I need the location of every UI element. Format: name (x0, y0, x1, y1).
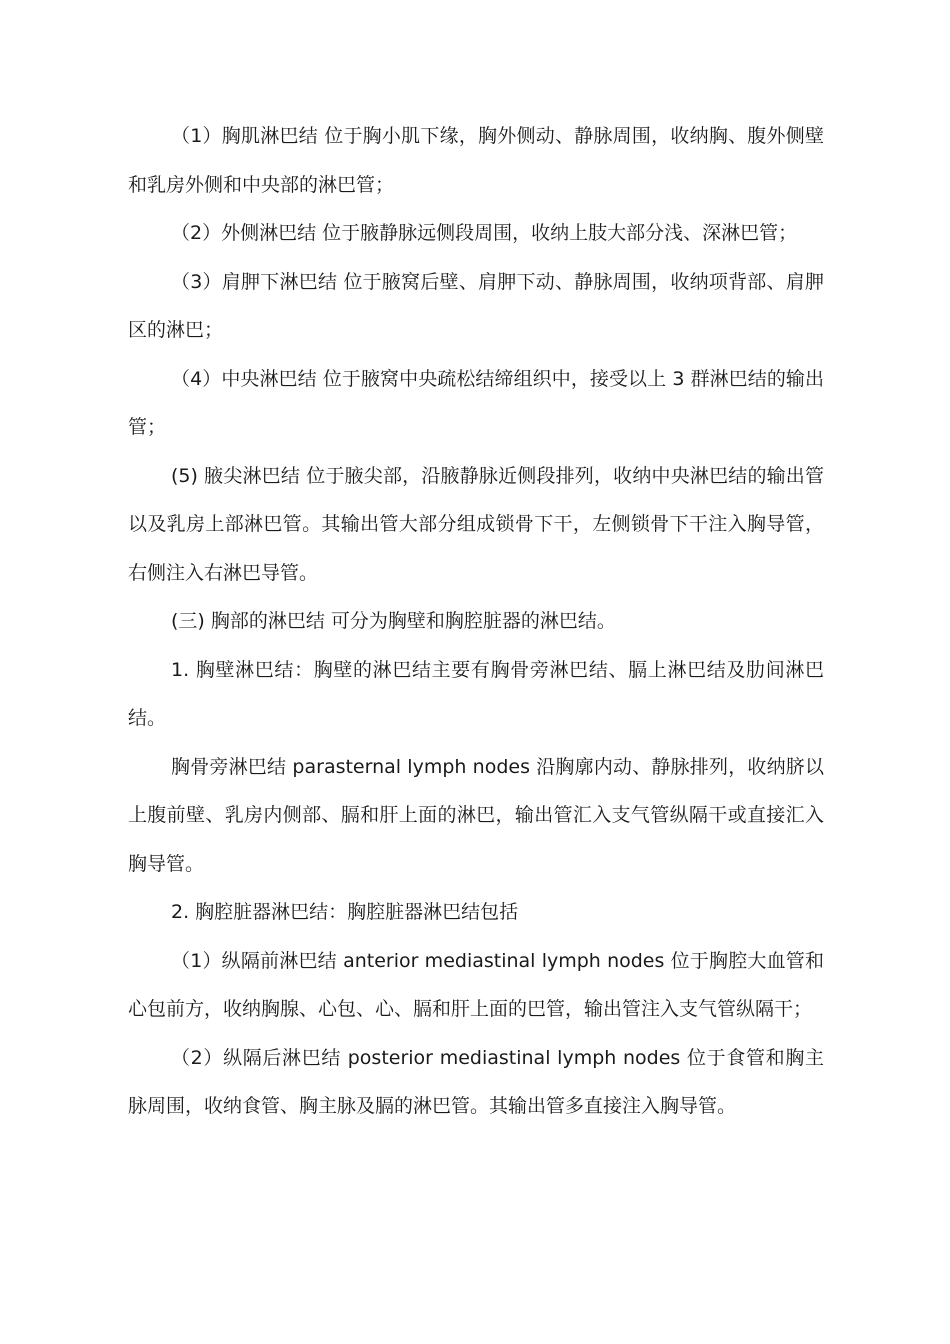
paragraph-anterior-mediastinal-nodes: （1）纵隔前淋巴结 anterior mediastinal lymph nodes 位于胸腔大血管和心包前方，收纳胸腺、心包、心、膈和肝上面的巴管，输出管注入支气管纵隔干； (128, 949, 824, 1020)
paragraph-parasternal-nodes: 胸骨旁淋巴结 parasternal lymph nodes 沿胸廓内动、静脉排列，收纳脐以上腹前壁、乳房内侧部、膈和肝上面的淋巴，输出管汇入支气管纵隔干或直接汇入胸导管。 (128, 755, 824, 875)
paragraph-thoracic-nodes-heading: (三) 胸部的淋巴结 可分为胸壁和胸腔脏器的淋巴结。 (171, 610, 616, 632)
paragraph-apical-nodes: (5) 腋尖淋巴结 位于腋尖部，沿腋静脉近侧段排列，收纳中央淋巴结的输出管以及乳房上部淋巴管。其输出管大部分组成锁骨下干，左侧锁骨下干注入胸导管，右侧注入右淋巴导管。 (128, 464, 824, 584)
paragraph-lateral-nodes: （2）外侧淋巴结 位于腋静脉远侧段周围，收纳上肢大部分浅、深淋巴管； (171, 222, 798, 244)
document-page (128, 112, 824, 1131)
paragraph-subscapular-nodes: （3）肩胛下淋巴结 位于腋窝后壁、肩胛下动、静脉周围，收纳项背部、肩胛区的淋巴； (128, 270, 824, 341)
paragraph-posterior-mediastinal-nodes: （2）纵隔后淋巴结 posterior mediastinal lymph nodes 位于食管和胸主脉周围，收纳食管、胸主脉及膈的淋巴管。其输出管多直接注入胸导管。 (128, 1046, 824, 1117)
paragraph-central-nodes: （4）中央淋巴结 位于腋窝中央疏松结缔组织中，接受以上 3 群淋巴结的输出管； (128, 367, 824, 438)
paragraph-chest-wall-nodes: 1. 胸壁淋巴结：胸壁的淋巴结主要有胸骨旁淋巴结、膈上淋巴结及肋间淋巴结。 (128, 658, 824, 729)
paragraph-pectoral-nodes: （1）胸肌淋巴结 位于胸小肌下缘，胸外侧动、静脉周围，收纳胸、腹外侧壁和乳房外侧和中央部的淋巴管； (128, 125, 824, 196)
paragraph-thoracic-visceral-nodes: 2. 胸腔脏器淋巴结：胸腔脏器淋巴结包括 (171, 901, 519, 923)
